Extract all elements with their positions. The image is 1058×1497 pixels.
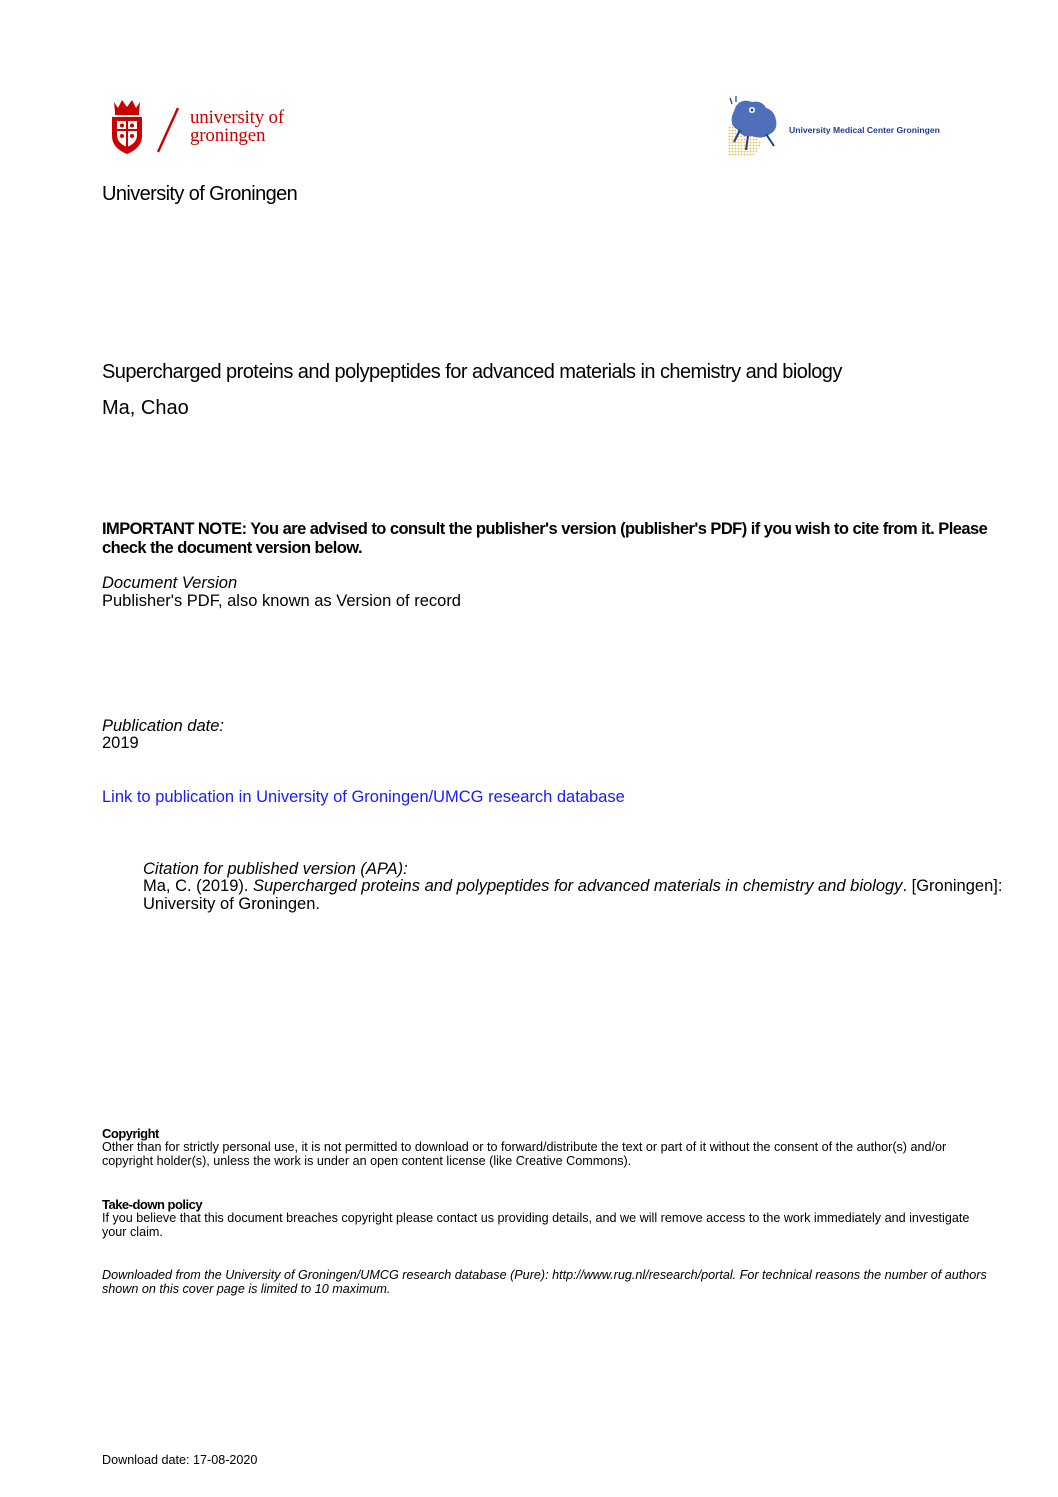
important-note: IMPORTANT NOTE: You are advised to consult the publisher's version (publisher's PDF) if you wish to cite from it. Please check the document version below. (102, 520, 988, 557)
citation-title: Supercharged proteins and polypeptides for advanced materials in chemistry and biology (253, 877, 903, 895)
citation-text (143, 877, 1003, 913)
citation-prefix: Ma, C. (2019). (143, 877, 254, 895)
takedown-body: If you believe that this document breaches copyright please contact us providing details, and we will remove access to the work immediately and investigate your claim. (102, 1211, 970, 1239)
takedown-heading: Take-down policy (102, 1197, 203, 1212)
rug-logo-line-2: groningen (190, 125, 266, 146)
publication-link[interactable]: Link to publication in University of Groningen/UMCG research database (102, 788, 625, 806)
citation-suffix: . [Groningen]: University of Groningen. (143, 877, 1003, 913)
document-version-value: Publisher's PDF, also known as Version of record (102, 592, 461, 610)
umcg-logo-text: University Medical Center Groningen (789, 125, 940, 135)
document-version-label: Document Version (102, 574, 238, 592)
crest-icon (108, 96, 146, 156)
copyright-body: Other than for strictly personal use, it is not permitted to download or to forward/distribute the text or part of it without the consent of the author(s) and/or copyright holder(s), unless the work is under an open content license (like Creative Commons). (102, 1140, 947, 1168)
university-of-groningen-logo (108, 96, 308, 158)
download-date: Download date: 17-08-2020 (102, 1453, 258, 1467)
umcg-logo (722, 96, 962, 162)
publication-date-label: Publication date: (102, 717, 225, 735)
institution-heading: University of Groningen (102, 183, 298, 205)
rug-logo-line-1: university of (190, 107, 284, 128)
slash-divider-icon (154, 106, 182, 154)
citation-label: Citation for published version (APA): (143, 860, 408, 878)
publication-date-value: 2019 (102, 734, 139, 752)
frog-icon (722, 96, 784, 160)
download-note: Downloaded from the University of Groningen/UMCG research database (Pure): http://www.rug.nl/research/portal. For technical reasons the number of authors shown on this cover page is limited to 10 maximum. (102, 1268, 987, 1296)
document-title: Supercharged proteins and polypeptides for advanced materials in chemistry and biology (102, 361, 842, 383)
copyright-heading: Copyright (102, 1126, 159, 1141)
document-author: Ma, Chao (102, 397, 189, 419)
